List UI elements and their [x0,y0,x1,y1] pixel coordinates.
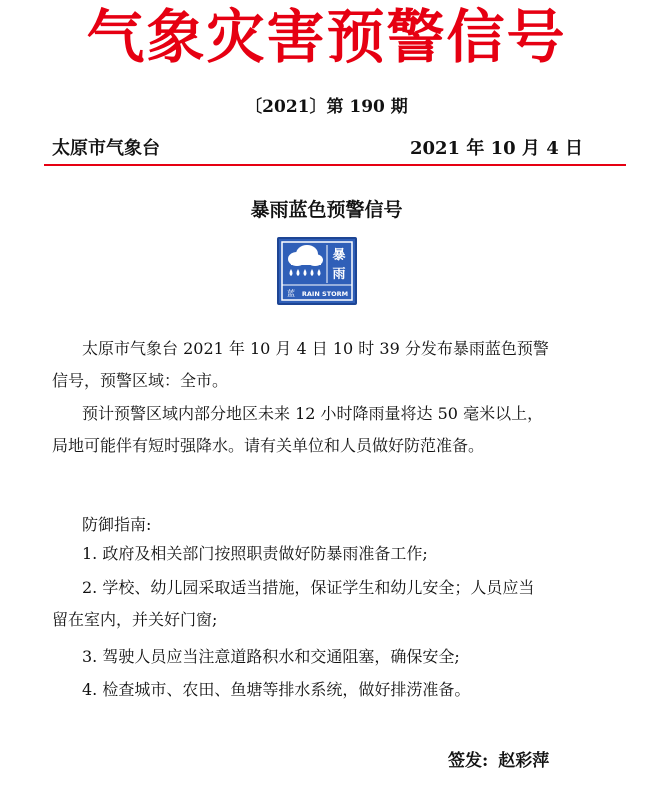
rainstorm-blue-signal-icon [277,237,357,305]
guidance-title: 防御指南: [82,515,152,534]
rainstorm-cloud-icon [279,239,355,303]
body-paragraph-1 [52,333,602,397]
signoff [448,746,549,771]
paragraph-2-line-2: 局地可能伴有短时强降水。请有关单位和人员做好防范准备。 [52,436,485,455]
masthead-title: 气象灾害预警信号 [86,3,567,71]
signoff-label: 签发: [448,751,489,771]
red-divider [44,164,626,166]
guidance-item-4: 4. 检查城市、农田、鱼塘等排水系统，做好排涝准备。 [82,680,471,699]
body-paragraph-2 [52,398,602,462]
signal-level-char: 蓝 [287,289,295,298]
paragraph-1-line-1: 太原市气象台 2021 年 10 月 4 日 10 时 39 分发布暴雨蓝色预警 [82,339,549,358]
guidance-item-1: 1. 政府及相关部门按照职责做好防暴雨准备工作; [82,544,428,563]
signal-char-2: 雨 [332,267,346,282]
paragraph-2-line-1: 预计预警区域内部分地区未来 12 小时降雨量将达 50 毫米以上， [82,404,544,423]
paragraph-1-line-2: 信号，预警区域：全市。 [52,371,229,390]
document-title: 暴雨蓝色预警信号 [250,199,403,221]
issuer-name: 太原市气象台 [52,138,160,159]
signoff-name: 赵彩萍 [498,751,550,771]
guidance-item-3: 3. 驾驶人员应当注意道路积水和交通阻塞，确保安全; [82,647,460,666]
signal-english-label: RAIN STORM [301,290,349,298]
guidance-item-2-line-2: 留在室内，并关好门窗; [52,610,218,629]
issuer-row [52,134,583,160]
issue-date: 2021 年 10 月 4 日 [409,138,583,159]
signal-char-1: 暴 [332,248,346,263]
issue-number: 〔2021〕第 190 期 [245,97,408,117]
guidance-item-2 [52,572,602,636]
guidance-item-2-line-1: 2. 学校、幼儿园采取适当措施，保证学生和幼儿安全；人员应当 [82,578,535,597]
